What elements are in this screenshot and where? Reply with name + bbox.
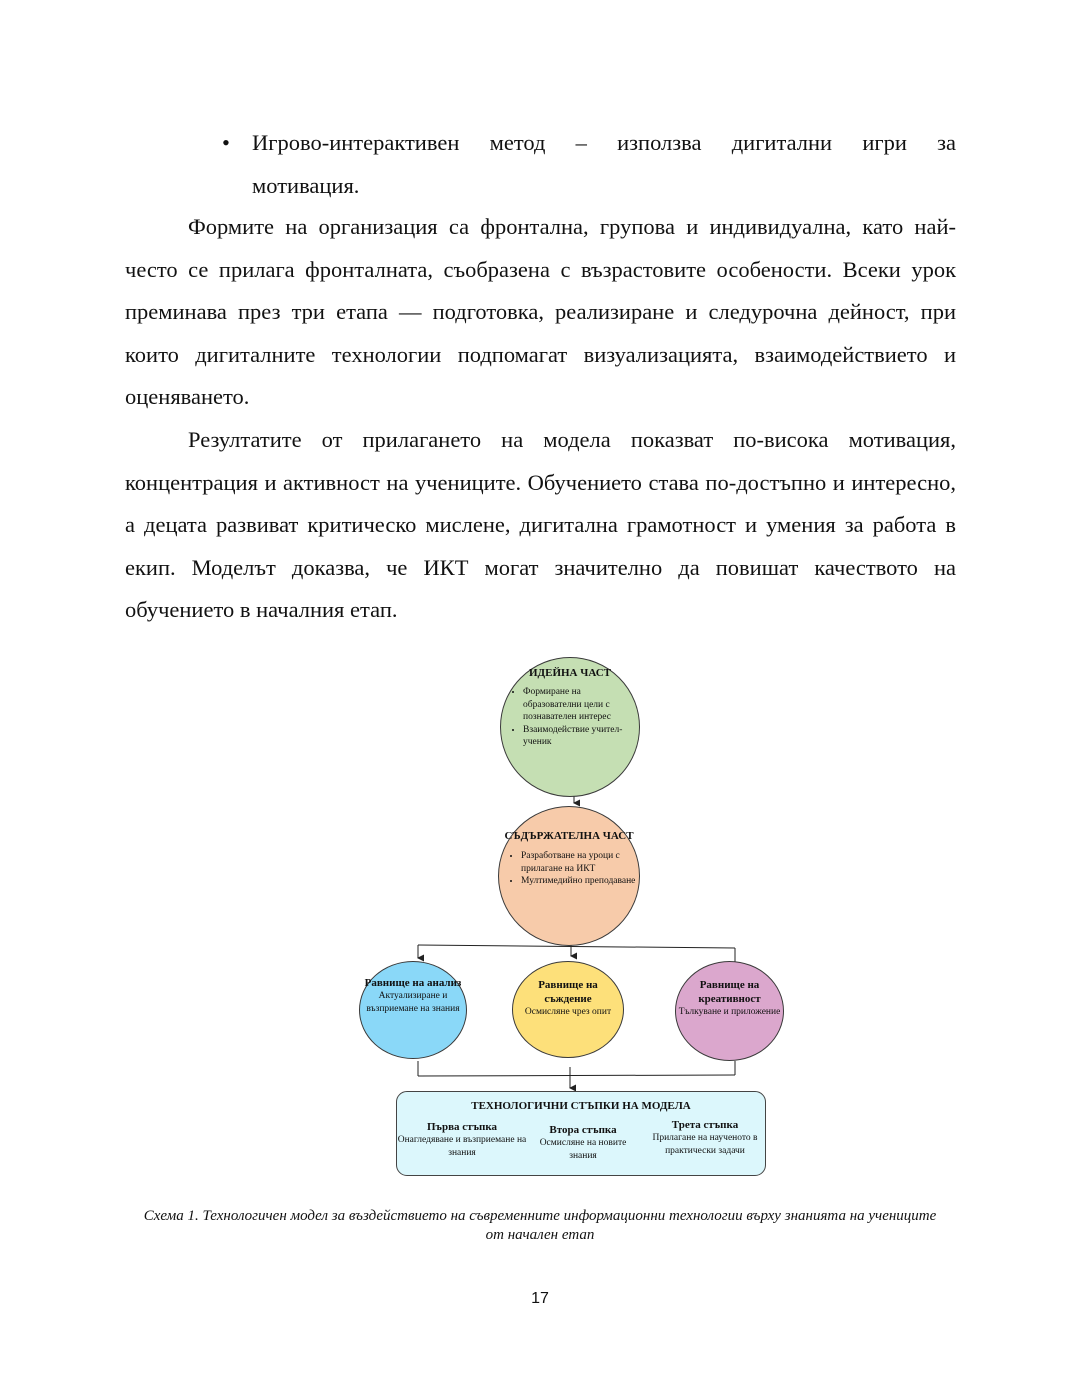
idea-part-node bbox=[500, 657, 640, 797]
creativity-level-title: Равнище на креативност bbox=[698, 979, 761, 1005]
bullet-text bbox=[252, 121, 956, 207]
paragraph-results: Резултатите от прилагането на модела показват по-висока мотивация, концентрация и активност на учениците. Обучението става по-достъпно и интересно, а децата развиват критическо мислене, дигитална грамотност и умения за работа в екип. Моделът доказва, че ИКТ могат значително да повишат качеството на обучението в началния етап. bbox=[125, 427, 956, 622]
step-third-text: Прилагане на наученото в практически задачи bbox=[652, 1133, 758, 1156]
step-second bbox=[525, 1123, 641, 1162]
step-second-title: Втора стъпка bbox=[549, 1124, 617, 1136]
technology-steps-box bbox=[396, 1091, 766, 1176]
connector-bottom-horizontal bbox=[418, 1075, 735, 1076]
content-part-title: СЪДЪРЖАТЕЛНА ЧАСТ bbox=[504, 830, 634, 842]
content-part-list bbox=[499, 850, 639, 888]
model-diagram bbox=[340, 640, 790, 1200]
idea-item-1: • Формиране на образователни цели с познавателен интерес bbox=[523, 686, 639, 724]
idea-item-2: • Взаимодействие учител-ученик bbox=[523, 724, 639, 749]
creativity-level-text: Тълкуване и приложение bbox=[678, 1007, 781, 1017]
content-item-1: • Разработване на уроци с прилагане на ИКТ bbox=[521, 850, 639, 875]
idea-part-title: ИДЕЙНА ЧАСТ bbox=[528, 667, 612, 679]
paragraph-organization: Формите на организация са фронтална, групова и индивидуална, като най-често се прилага фронталната, съобразена с възрастовите особености. Всеки урок преминава през три етапа — подготовка, реализиране и следурочна дейност, при които дигиталните технологии подпомагат визуализацията, взаимодействието и оценяването. bbox=[125, 214, 956, 409]
bullet-dot-icon: • bbox=[222, 130, 230, 155]
step-third bbox=[643, 1118, 767, 1157]
judgement-level-title: Равнище на съждение bbox=[538, 979, 598, 1005]
bullet-line-2: мотивация. bbox=[252, 173, 360, 198]
analysis-level-text: Актуализиране и възприемане на знания bbox=[366, 991, 460, 1014]
creativity-level-node bbox=[675, 961, 784, 1061]
judgement-level-text: Осмисляне чрез опит bbox=[524, 1007, 612, 1017]
step-first-text: Онагледяване и възприемане на знания bbox=[397, 1135, 527, 1158]
bullet-line-1: Игрово-интерактивен метод – използва дигитални игри за bbox=[252, 130, 956, 155]
content-part-node bbox=[498, 806, 640, 946]
step-first-title: Първа стъпка bbox=[427, 1121, 497, 1133]
content-item-2: • Мултимедийно преподаване bbox=[521, 875, 639, 888]
step-third-title: Трета стъпка bbox=[671, 1119, 739, 1131]
technology-steps-title: ТЕХНОЛОГИЧНИ СТЪПКИ НА МОДЕЛА bbox=[471, 1100, 691, 1112]
analysis-level-title: Равнище на анализ bbox=[364, 977, 462, 989]
idea-part-list bbox=[501, 686, 639, 749]
figure-caption: Схема 1. Технологичен модел за въздействието на съвременните информационни технологии върху знанията на учениците от начален етап bbox=[143, 1208, 937, 1243]
step-first bbox=[397, 1120, 527, 1159]
analysis-level-node bbox=[359, 961, 467, 1059]
judgement-level-node bbox=[512, 961, 624, 1058]
step-second-text: Осмисляне на новите знания bbox=[539, 1138, 627, 1161]
bullet-item bbox=[222, 121, 956, 207]
page-number: 17 bbox=[531, 1290, 549, 1307]
